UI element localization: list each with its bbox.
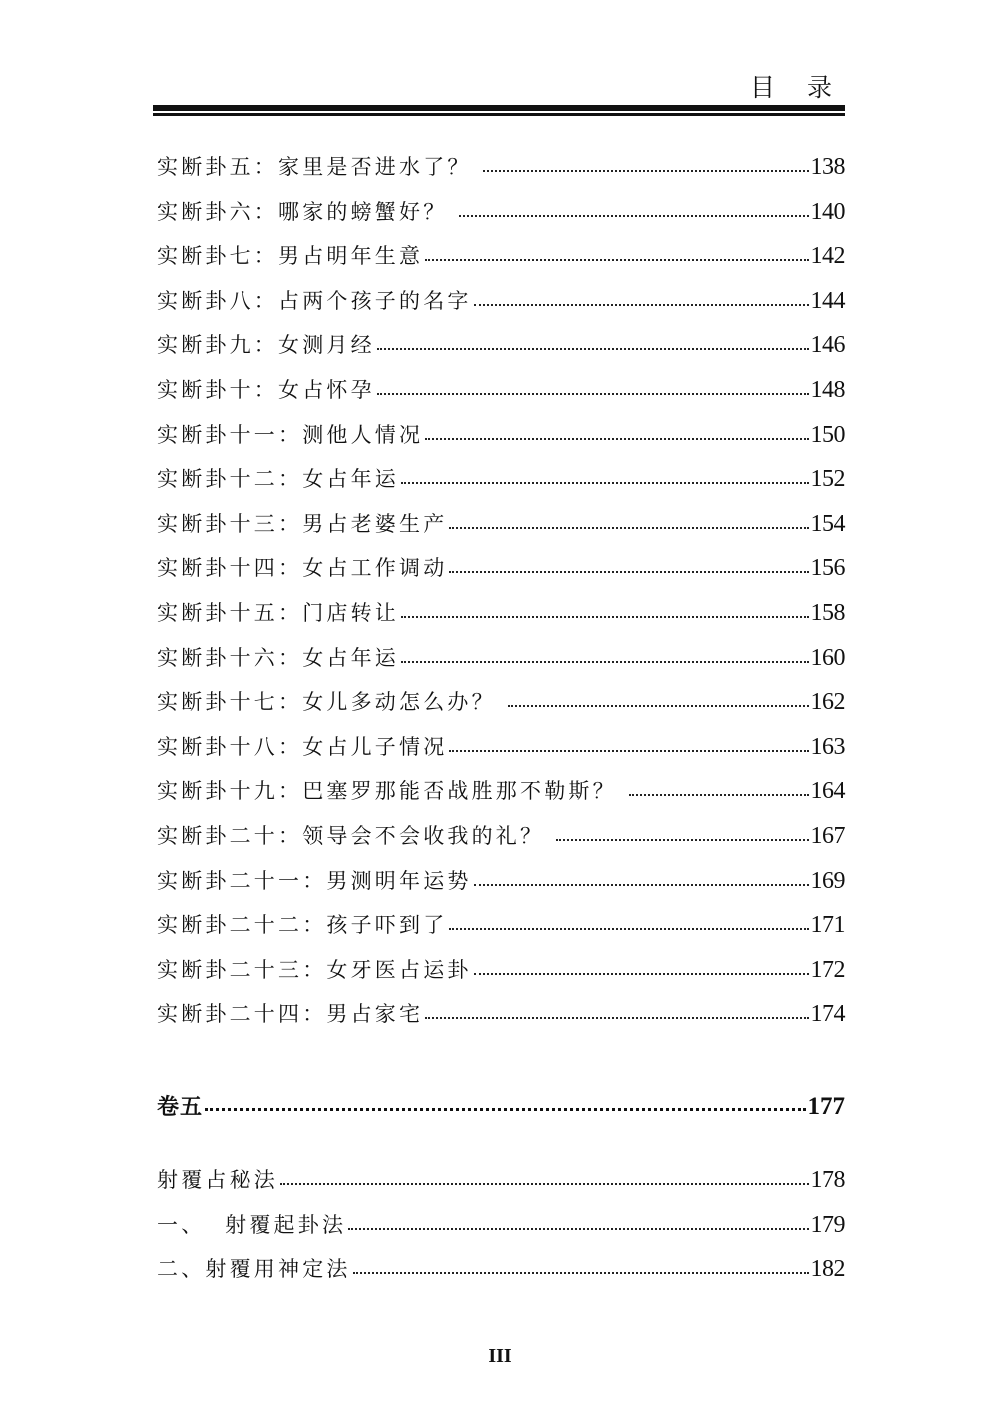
toc-entry[interactable] bbox=[157, 1203, 845, 1248]
dot-leader bbox=[556, 837, 808, 841]
toc-entry[interactable] bbox=[157, 279, 845, 324]
toc-entry-title: 实断卦十：女占怀孕 bbox=[157, 377, 375, 402]
toc-entry-title: 实断卦八：占两个孩子的名字 bbox=[157, 288, 472, 313]
dot-leader bbox=[205, 1108, 805, 1111]
toc-entry[interactable] bbox=[157, 636, 845, 681]
toc-entry-page: 140 bbox=[810, 198, 845, 225]
toc-entry[interactable] bbox=[157, 814, 845, 859]
toc-entry[interactable] bbox=[157, 368, 845, 413]
toc-entry[interactable] bbox=[157, 725, 845, 770]
toc-entry-title: 实断卦十六：女占年运 bbox=[157, 645, 399, 670]
dot-leader bbox=[353, 1270, 809, 1274]
dot-leader bbox=[401, 480, 809, 484]
toc-entry-title: 二、射覆用神定法 bbox=[157, 1257, 351, 1282]
toc-entry-title: 实断卦十七：女儿多动怎么办？ bbox=[157, 690, 506, 715]
toc-entry[interactable] bbox=[157, 680, 845, 725]
toc-entry[interactable] bbox=[157, 1247, 845, 1292]
toc-entry-page: 163 bbox=[810, 733, 845, 760]
toc-entry-page: 179 bbox=[810, 1211, 845, 1238]
toc-entry[interactable] bbox=[157, 591, 845, 636]
toc-entry[interactable] bbox=[157, 992, 845, 1037]
toc-entry-title: 实断卦二十一：男测明年运势 bbox=[157, 868, 472, 893]
dot-leader bbox=[425, 1015, 808, 1019]
toc-entry-page: 142 bbox=[810, 243, 845, 270]
toc-entry[interactable] bbox=[157, 859, 845, 904]
toc-entry-title: 实断卦十二：女占年运 bbox=[157, 467, 399, 492]
toc-entry[interactable] bbox=[157, 457, 845, 502]
toc-entry-title: 实断卦二十二：孩子吓到了 bbox=[157, 913, 448, 938]
dot-leader bbox=[280, 1181, 809, 1185]
toc-entry[interactable] bbox=[157, 1158, 845, 1203]
toc-entry-title: 实断卦十五：门店转让 bbox=[157, 600, 399, 625]
toc-entry-title: 实断卦七：男占明年生意 bbox=[157, 244, 424, 269]
dot-leader bbox=[425, 257, 808, 261]
toc-entry-title: 实断卦二十三：女牙医占运卦 bbox=[157, 957, 472, 982]
toc-entry-page: 172 bbox=[810, 956, 845, 983]
toc-entry-page: 146 bbox=[810, 332, 845, 359]
toc-entry-title: 实断卦十一：测他人情况 bbox=[157, 422, 424, 447]
toc-entry-page: 182 bbox=[810, 1256, 845, 1283]
toc-entry-page: 171 bbox=[810, 912, 845, 939]
toc-entry-page: 156 bbox=[810, 555, 845, 582]
toc-entry[interactable] bbox=[157, 903, 845, 948]
toc-entry-page: 154 bbox=[810, 510, 845, 537]
toc-entry[interactable] bbox=[157, 190, 845, 235]
dot-leader bbox=[377, 346, 809, 350]
toc-entry[interactable] bbox=[157, 234, 845, 279]
dot-leader bbox=[474, 302, 809, 306]
dot-leader bbox=[401, 614, 809, 618]
volume-page: 177 bbox=[807, 1093, 845, 1120]
toc-entry[interactable] bbox=[157, 769, 845, 814]
dot-leader bbox=[449, 569, 808, 573]
toc-entry-title: 实断卦六：哪家的螃蟹好？ bbox=[157, 199, 458, 224]
page-header-title: 目 录 bbox=[750, 73, 844, 102]
toc-entry-page: 169 bbox=[810, 867, 845, 894]
toc-entry-page: 144 bbox=[810, 287, 845, 314]
toc-entry-page: 160 bbox=[810, 644, 845, 671]
toc-entry-title: 实断卦十三：男占老婆生产 bbox=[157, 511, 448, 536]
toc-entry-title: 实断卦十八：女占儿子情况 bbox=[157, 734, 448, 759]
dot-leader bbox=[449, 748, 808, 752]
toc-entry-page: 150 bbox=[810, 421, 845, 448]
toc-entry-title: 实断卦二十：领导会不会收我的礼？ bbox=[157, 823, 555, 848]
toc-entry-title: 一、 射覆起卦法 bbox=[157, 1212, 347, 1237]
toc-entry-title: 实断卦九：女测月经 bbox=[157, 333, 375, 358]
dot-leader bbox=[508, 703, 809, 707]
dot-leader bbox=[483, 168, 808, 172]
dot-leader bbox=[401, 659, 809, 663]
dot-leader bbox=[449, 525, 808, 529]
toc-entry[interactable] bbox=[157, 323, 845, 368]
toc-entry[interactable] bbox=[157, 413, 845, 458]
toc-entry[interactable] bbox=[157, 502, 845, 547]
toc-entry-page: 178 bbox=[810, 1167, 845, 1193]
dot-leader bbox=[629, 792, 809, 796]
toc-entry-title: 射覆占秘法 bbox=[157, 1168, 278, 1192]
toc-list bbox=[157, 145, 845, 1037]
toc-entry-page: 148 bbox=[810, 376, 845, 403]
toc-entry-page: 152 bbox=[810, 466, 845, 493]
dot-leader bbox=[474, 882, 809, 886]
toc-entry[interactable] bbox=[157, 546, 845, 591]
toc-entry-page: 162 bbox=[810, 689, 845, 716]
toc-entry-title: 实断卦十九：巴塞罗那能否战胜那不勒斯？ bbox=[157, 779, 627, 804]
toc-entry-page: 138 bbox=[810, 154, 845, 180]
toc-entry-page: 164 bbox=[810, 778, 845, 805]
dot-leader bbox=[449, 926, 808, 930]
toc-entry-page: 174 bbox=[810, 1001, 845, 1028]
toc-entry[interactable] bbox=[157, 145, 845, 190]
toc-entry-title: 实断卦五：家里是否进水了？ bbox=[157, 155, 482, 179]
toc-entry-page: 167 bbox=[810, 822, 845, 849]
toc-entry[interactable] bbox=[157, 948, 845, 993]
volume-title: 卷五 bbox=[157, 1095, 204, 1120]
page-number: III bbox=[488, 1345, 512, 1367]
toc-entry-title: 实断卦十四：女占工作调动 bbox=[157, 556, 448, 581]
dot-leader bbox=[425, 436, 808, 440]
toc-entry-title: 实断卦二十四：男占家宅 bbox=[157, 1002, 424, 1027]
header-rule-thick bbox=[153, 105, 845, 111]
header-rule-thin bbox=[153, 113, 845, 116]
dot-leader bbox=[348, 1226, 808, 1230]
toc-sub-list bbox=[157, 1158, 845, 1292]
toc-volume-heading[interactable] bbox=[157, 1085, 845, 1130]
dot-leader bbox=[474, 971, 809, 975]
dot-leader bbox=[459, 213, 808, 217]
toc-entry-page: 158 bbox=[810, 599, 845, 626]
dot-leader bbox=[377, 391, 809, 395]
